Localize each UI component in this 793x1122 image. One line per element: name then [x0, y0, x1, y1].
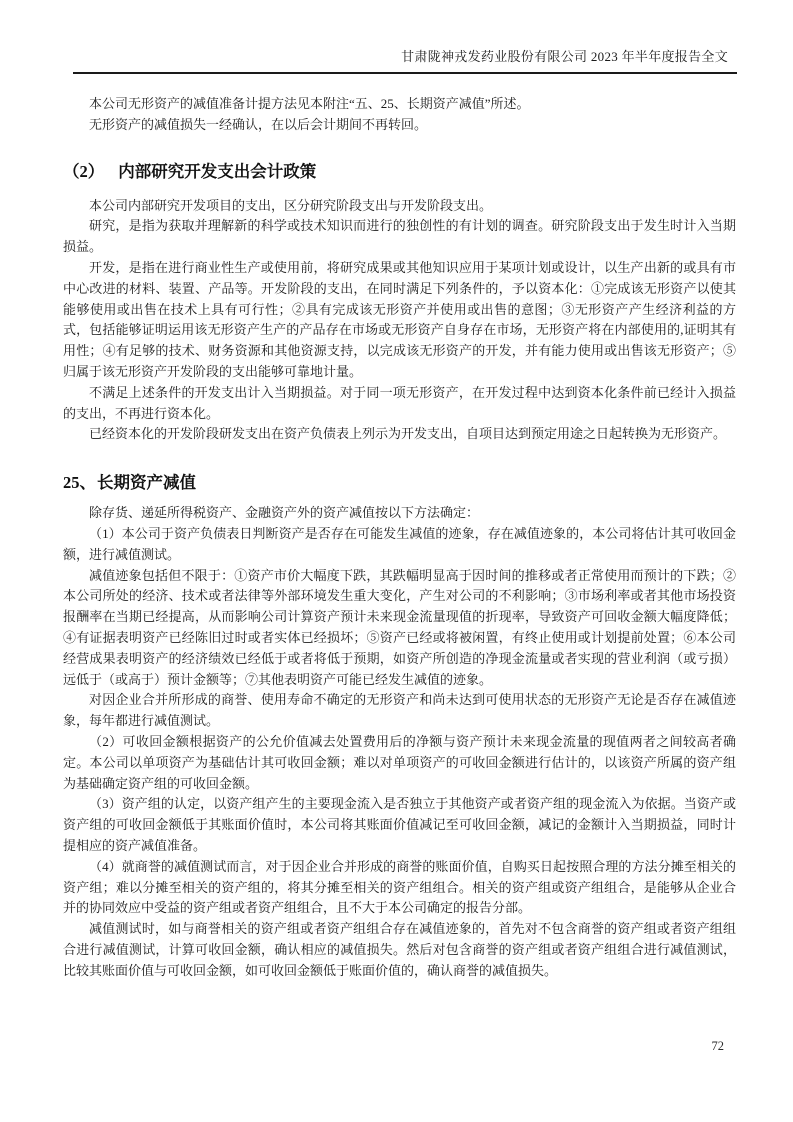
paragraph-noncapitalized-development: 不满足上述条件的开发支出计入当期损益。对于同一项无形资产，在开发过程中达到资本化条件前已经计入损益的支出，不再进行资本化。: [63, 384, 736, 421]
paragraph-goodwill-test-procedure: 减值测试时，如与商誉相关的资产组或者资产组组合存在减值迹象的，首先对不包含商誉的资产组或者资产组组合进行减值测试，计算可收回金额，确认相应的减值损失。然后对包含商誉的资产组或者资产组组合进行减值测试，比较其账面价值与可收回金额，如可收回金额低于账面价值的，确认商誉的减值损失。: [63, 921, 736, 978]
paragraph-intangible-impairment-no-reversal: 无形资产的减值损失一经确认，在以后会计期间不再转回。: [89, 116, 428, 132]
paragraph-development-definition: 开发，是指在进行商业性生产或使用前，将研究成果或其他知识应用于某项计划或设计，以生产出新的或具有市中心改进的材料、装置、产品等。开发阶段的支出，在同时满足下列条件的，予以资本化：①完成该无形资产以使其能够使用或出售在技术上具有可行性；②具有完成该无形资产并使用或出售的意图；③无形资产产生经济利益的方式，包括能够证明运用该无形资产生产的产品存在市场或无形资产自身存在市场，无形资产将在内部使用的,证明其有用性；④有足够的技术、财务资源和其他资源支持，以完成该无形资产的开发，并有能力使用或出售该无形资产；⑤归属于该无形资产开发阶段的支出能够可靠地计量。: [63, 259, 736, 379]
paragraph-goodwill-annual-test: 对因企业合并所形成的商誉、使用寿命不确定的无形资产和尚未达到可使用状态的无形资产无论是否存在减值迹象，每年都进行减值测试。: [63, 692, 736, 729]
paragraph-capitalized-development-presentation: 已经资本化的开发阶段研发支出在资产负债表上列示为开发支出，自项目达到预定用途之日起转换为无形资产。: [89, 426, 727, 442]
page-header: [73, 0, 737, 74]
section-number: 25、: [63, 473, 96, 493]
paragraph-intangible-impairment-method: 本公司无形资产的减值准备计提方法见本附注“五、25、长期资产减值”所述。: [89, 96, 530, 111]
paragraph-impairment-item-3: （3）资产组的认定，以资产组产生的主要现金流入是否独立于其他资产或者资产组的现金流入为依据。当资产或资产组的可收回金额低于其账面价值时，本公司将其账面价值减记至可收回金额，减记的金额计入当期损益，同时计提相应的资产减值准备。: [63, 796, 736, 853]
section-number: （2）: [63, 161, 105, 181]
paragraph-impairment-item-1: （1）本公司于资产负债表日判断资产是否存在可能发生减值的迹象，存在减值迹象的，本公司将估计其可收回金额，进行减值测试。: [63, 525, 736, 562]
paragraph-impairment-item-4: （4）就商誉的减值测试而言，对于因企业合并形成的商誉的账面价值，自购买日起按照合理的方法分摊至相关的资产组；难以分摊至相关的资产组的，将其分摊至相关的资产组组合。相关的资产组或资产组组合，是能够从企业合并的协同效应中受益的资产组或者资产组组合，且不大于本公司确定的报告分部。: [63, 858, 736, 916]
paragraph-research-definition: 研究，是指为获取并理解新的科学或技术知识而进行的独创性的有计划的调查。研究阶段支出于发生时计入当期损益。: [63, 218, 736, 255]
section-title: 长期资产减值: [97, 473, 196, 493]
section-title: 内部研究开发支出会计政策: [118, 161, 317, 181]
paragraph-impairment-indicators: 减值迹象包括但不限于：①资产市价大幅度下跌，其跌幅明显高于因时间的推移或者正常使用而预计的下跌；②本公司所处的经济、技术或者法律等外部环境发生重大变化，产生对公司的不利影响；③市场利率或者其他市场投资报酬率在当期已经提高，从而影响公司计算资产预计未来现金流量现值的折现率，导致资产可回收金额大幅度降低；④有证据表明资产已经陈旧过时或者实体已经损坏；⑤资产已经或将被闲置，有终止使用或计划提前处置；⑥本公司经营成果表明资产的经济绩效已经低于或者将低于预期，如资产所创造的净现金流量或者实现的营业利润（或亏损）远低于（或高于）预计金额等；⑦其他表明资产可能已经发生减值的迹象。: [63, 567, 736, 687]
section-heading-longterm-impairment: [63, 471, 736, 495]
page-number: 72: [711, 1039, 724, 1053]
document-body: [63, 94, 736, 981]
paragraph-impairment-scope: 除存货、递延所得税资产、金融资产外的资产减值按以下方法确定：: [89, 505, 480, 521]
paragraph-rd-split: 本公司内部研究开发项目的支出，区分研究阶段支出与开发阶段支出。: [89, 197, 493, 213]
report-title: 甘肃陇神戎发药业股份有限公司 2023 年半年度报告全文: [401, 49, 728, 64]
paragraph-impairment-item-2: （2）可收回金额根据资产的公允价值减去处置费用后的净额与资产预计未来现金流量的现值两者之间较高者确定。本公司以单项资产为基础估计其可收回金额；难以对单项资产的可收回金额进行估计的，以该资产所属的资产组为基础确定资产组的可收回金额。: [63, 733, 736, 791]
section-heading-internal-rd: [63, 160, 736, 184]
